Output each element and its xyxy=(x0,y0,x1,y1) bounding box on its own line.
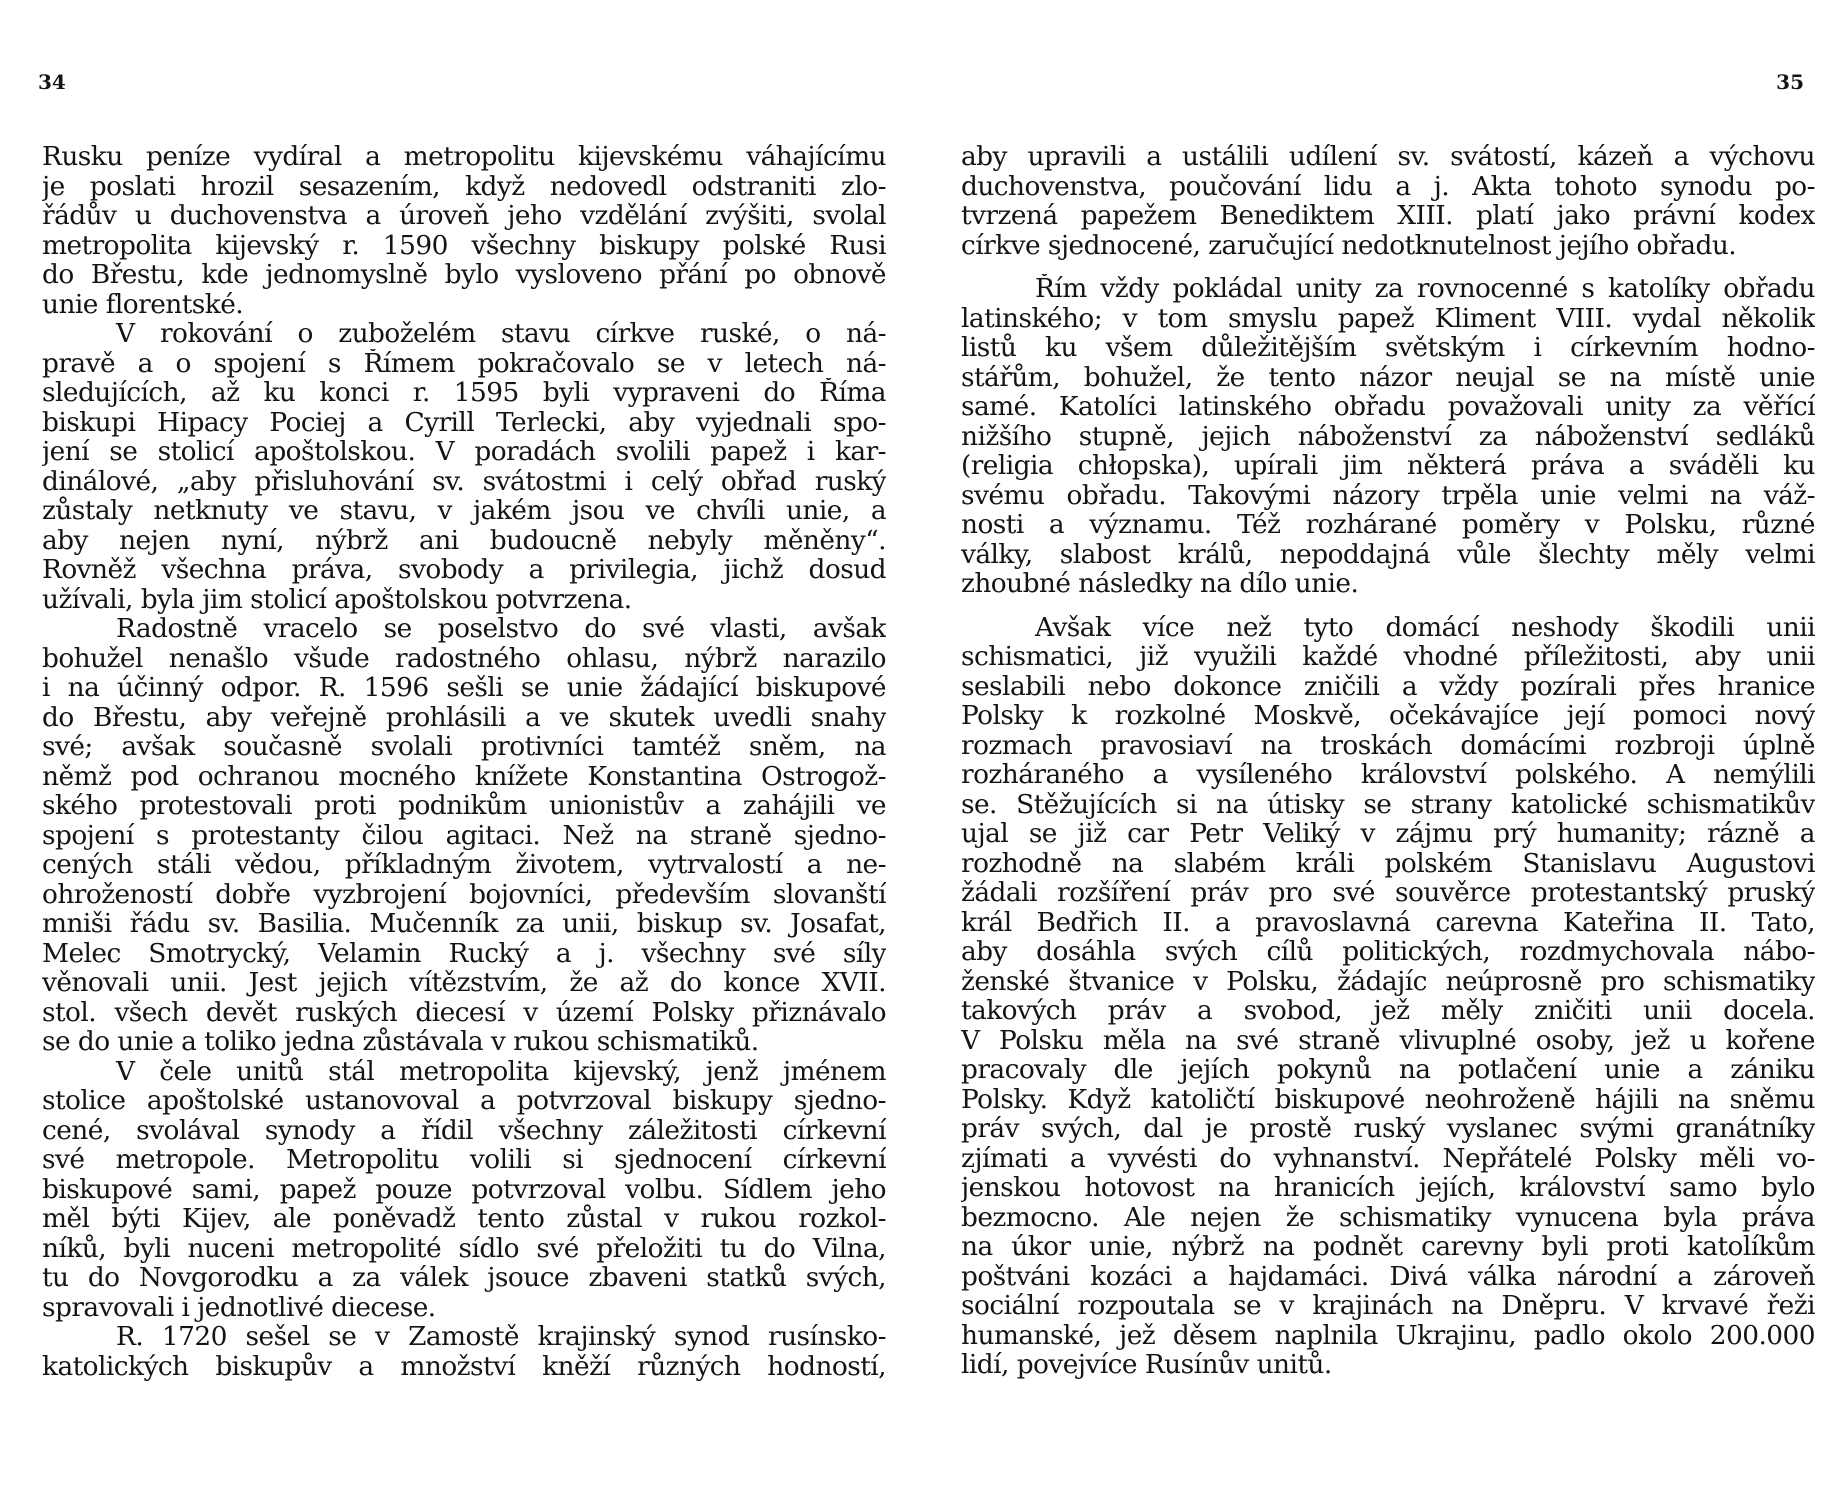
text-line: Řím vždy pokládal unity za rovnocenné s katolíky obřadu xyxy=(1035,274,1815,304)
text-line: žádali rozšíření práv pro své souvěrce protestantský pruský xyxy=(961,878,1815,908)
text-line: Polsky k rozkolné Moskvě, očekávajíce její pomoci nový xyxy=(961,701,1815,731)
text-line: užívali, byla jim stolicí apoštolskou potvrzena. xyxy=(42,584,632,614)
text-line: bohužel nenašlo všude radostného ohlasu, nýbrž narazilo xyxy=(42,643,886,673)
text-line: své metropole. Metropolitu volili si sjednocení církevní xyxy=(42,1145,886,1175)
text-line: latinského; v tom smyslu papež Kliment VIII. vydal několik xyxy=(961,303,1815,333)
text-line: dinálové, „aby přisluhování sv. svátostmi i celý obřad ruský xyxy=(42,466,886,496)
text-line: Melec Smotrycký, Velamin Rucký a j. všechny své síly xyxy=(42,938,886,968)
text-line: spojení s protestanty čilou agitaci. Než na straně sjedno- xyxy=(42,820,886,850)
text-line: spravovali i jednotlivé diecese. xyxy=(42,1292,436,1322)
text-line: do Břestu, kde jednomyslně bylo vysloveno přání po obnově xyxy=(42,260,886,290)
text-line: Polsky. Když katoličtí biskupové neohroženě hájili na sněmu xyxy=(961,1084,1815,1114)
text-line: lidí, povejvíce Rusínův unitů. xyxy=(961,1350,1332,1380)
text-line: ujal se již car Petr Veliký v zájmu prý humanity; rázně a xyxy=(961,819,1815,849)
text-line: aby nejen nyní, nýbrž ani budoucně nebyly měněny“. xyxy=(42,525,886,555)
text-line: do Břestu, aby veřejně prohlásili a ve skutek uvedli snahy xyxy=(42,702,886,732)
text-line: V čele unitů stál metropolita kijevský, jenž jménem xyxy=(116,1056,886,1086)
text-line: zůstaly netknuty ve stavu, v jakém jsou ve chvíli unie, a xyxy=(42,496,886,526)
text-line: listů ku všem důležitějším světským i církevním hodno- xyxy=(961,333,1815,363)
text-line: duchovenstva, poučování lidu a j. Akta tohoto synodu po- xyxy=(961,171,1815,201)
page-number: 34 xyxy=(38,70,66,94)
text-line: R. 1720 sešel se v Zamostě krajinský synod rusínsko- xyxy=(116,1322,886,1352)
text-line: němž pod ochranou mocného knížete Konstantina Ostrogož- xyxy=(42,761,886,791)
page-number: 35 xyxy=(1776,70,1804,94)
right-page xyxy=(917,0,1834,1500)
text-line: katolických biskupův a množství kněží různých hodností, xyxy=(42,1351,886,1381)
text-line: bezmocno. Ale nejen že schismatiky vynucena byla práva xyxy=(961,1202,1815,1232)
paragraph xyxy=(961,274,1815,599)
text-line: měl býti Kijev, ale poněvadž tento zůstal v rukou rozkol- xyxy=(42,1204,886,1234)
text-line: rozhodně na slabém králi polském Stanislavu Augustovi xyxy=(961,848,1815,878)
text-line: řádův u duchovenstva a úroveň jeho vzdělání zvýšiti, svolal xyxy=(42,201,886,231)
text-line: zhoubné následky na dílo unie. xyxy=(961,569,1359,599)
text-line: Avšak více než tyto domácí neshody škodili unii xyxy=(1035,612,1815,642)
text-line: věnovali unii. Jest jejich vítězstvím, že až do konce XVII. xyxy=(42,968,886,998)
text-line: stolice apoštolské ustanovoval a potvrzoval biskupy sjedno- xyxy=(42,1086,886,1116)
text-line: biskupi Hipacy Pociej a Cyrill Terlecki, aby vyjednali spo- xyxy=(42,407,886,437)
text-line: cené, svolával synody a řídil všechny záležitosti církevní xyxy=(42,1115,886,1145)
text-line: (religia chłopska), upírali jim některá práva a sváděli ku xyxy=(961,451,1815,481)
paragraph-gap xyxy=(961,260,1815,274)
text-line: humanské, jež děsem naplnila Ukrajinu, padlo okolo 200.000 xyxy=(961,1320,1815,1350)
text-line: Radostně vracelo se poselstvo do své vlasti, avšak xyxy=(116,614,886,644)
text-line: poštváni kozáci a hajdamáci. Divá válka národní a zároveň xyxy=(961,1261,1815,1291)
text-line: schismatici, již využili každé vhodné příležitosti, aby unii xyxy=(961,642,1815,672)
text-line: se. Stěžujících si na útisky se strany katolické schismatikův xyxy=(961,789,1815,819)
text-line: aby upravili a ustálili udílení sv. svátostí, kázeň a výchovu xyxy=(961,142,1815,172)
left-text-column xyxy=(42,142,886,1381)
text-line: V Polsku měla na své straně vlivuplné osoby, jež u kořene xyxy=(961,1025,1815,1055)
text-line: zjímati a vyvésti do vyhnanství. Nepřátelé Polsky měli vo- xyxy=(961,1143,1815,1173)
text-line: níků, byli nuceni metropolité sídlo své přeložiti tu do Vilna, xyxy=(42,1233,886,1263)
text-line: práv svých, dal je prostě ruský vyslanec svými granátníky xyxy=(961,1114,1815,1144)
text-line: seslabili nebo dokonce zničili a vždy pozírali přes hranice xyxy=(961,671,1815,701)
text-line: jení se stolicí apoštolskou. V poradách svolili papež i kar- xyxy=(42,437,886,467)
text-line: Rovněž všechna práva, svobody a privilegia, jichž dosud xyxy=(42,555,886,585)
text-line: aby dosáhla svých cílů politických, rozdmychovala nábo- xyxy=(961,937,1815,967)
text-line: V rokování o zuboželém stavu církve ruské, o ná- xyxy=(116,319,886,349)
text-line: cených stáli vědou, příkladným životem, vytrvalostí a ne- xyxy=(42,850,886,880)
text-line: tu do Novgorodku a za válek jsouce zbaveni statků svých, xyxy=(42,1263,886,1293)
text-line: sociální rozpoutala se v krajinách na Dněpru. V krvavé řeži xyxy=(961,1291,1815,1321)
text-line: je poslati hrozil sesazením, když nedovedl odstraniti zlo- xyxy=(42,171,886,201)
text-line: svému obřadu. Takovými názory trpěla unie velmi na váž- xyxy=(961,480,1815,510)
text-line: ženské štvanice v Polsku, žádajíc neúprosně pro schismatiky xyxy=(961,966,1815,996)
text-line: samé. Katolíci latinského obřadu považovali unity za věřící xyxy=(961,392,1815,422)
text-line: král Bedřich II. a pravoslavná carevna Kateřina II. Tato, xyxy=(961,907,1815,937)
paragraph xyxy=(961,142,1815,260)
text-line: pravě a o spojení s Římem pokračovalo se v letech ná- xyxy=(42,348,886,378)
text-line: své; avšak současně svolali protivníci tamtéž sněm, na xyxy=(42,732,886,762)
text-line: rozmach pravosiaví na troskách domácími rozbroji úplně xyxy=(961,730,1815,760)
text-line: metropolita kijevský r. 1590 všechny biskupy polské Rusi xyxy=(42,230,886,260)
text-line: stol. všech devět ruských diecesí v území Polsky přiznávalo xyxy=(42,997,886,1027)
text-line: i na účinný odpor. R. 1596 sešli se unie žádající biskupové xyxy=(42,673,886,703)
text-line: nosti a významu. Též rozhárané poměry v Polsku, různé xyxy=(961,510,1815,540)
paragraph xyxy=(961,613,1815,1380)
right-text-column xyxy=(961,142,1815,1380)
text-line: mniši řádu sv. Basilia. Mučenník za unii, biskup sv. Josafat, xyxy=(42,909,886,939)
text-line: ohrožeností dobře vyzbrojení bojovníci, především slovanští xyxy=(42,879,886,909)
text-line: církve sjednocené, zaručující nedotknutelnost jejího obřadu. xyxy=(961,230,1737,260)
text-line: jenskou hotovost na hranicích jejích, království samo bylo xyxy=(961,1173,1815,1203)
text-line: biskupové sami, papež pouze potvrzoval volbu. Sídlem jeho xyxy=(42,1174,886,1204)
text-line: stářům, bohužel, že tento názor neujal se na místě unie xyxy=(961,362,1815,392)
text-line: na úkor unie, nýbrž na podnět carevny byli proti katolíkům xyxy=(961,1232,1815,1262)
text-line: se do unie a toliko jedna zůstávala v rukou schismatiků. xyxy=(42,1027,759,1057)
text-line: pracovaly dle jejích pokynů na potlačení unie a zániku xyxy=(961,1055,1815,1085)
text-line: Rusku peníze vydíral a metropolitu kijevskému váhajícímu xyxy=(42,142,886,172)
text-line: takových práv a svobod, jež měly zničiti unii docela. xyxy=(961,996,1815,1026)
text-line: tvrzená papežem Benediktem XIII. platí jako právní kodex xyxy=(961,201,1815,231)
paragraph-gap xyxy=(961,599,1815,613)
text-line: války, slabost králů, nepoddajná vůle šlechty měly velmi xyxy=(961,539,1815,569)
text-line: unie florentské. xyxy=(42,289,244,319)
text-line: ského protestovali proti podnikům unionistův a zahájili ve xyxy=(42,791,886,821)
text-line: sledujících, až ku konci r. 1595 byli vypraveni do Říma xyxy=(42,378,886,408)
text-line: nižšího stupně, jejich náboženství za náboženství sedláků xyxy=(961,421,1815,451)
text-line: rozháraného a vysíleného království polského. A nemýlili xyxy=(961,760,1815,790)
